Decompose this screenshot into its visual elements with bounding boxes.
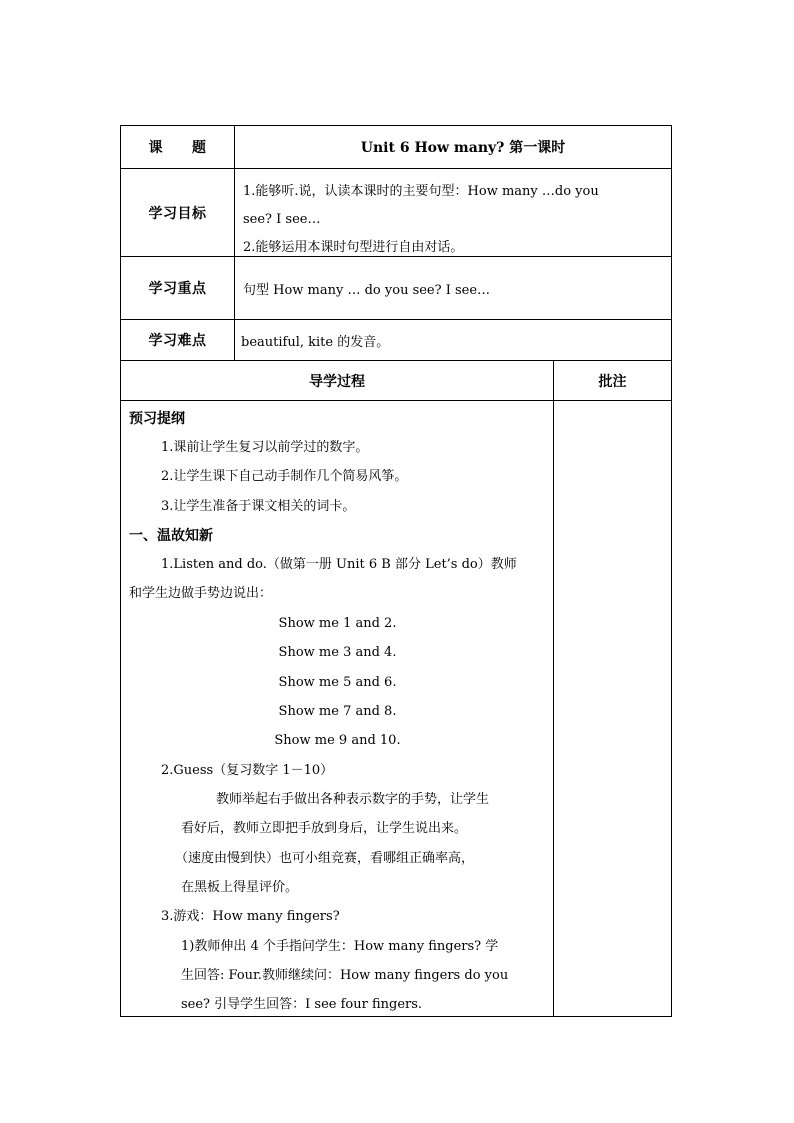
preview-heading: 预习提纲: [129, 411, 185, 427]
goals-label: 学习目标: [121, 169, 235, 256]
item1-line: 和学生边做手势边说出：: [129, 586, 273, 601]
goals-value: [235, 169, 671, 256]
item3-line: 1)教师伸出 4 个手指问学生：How many fingers? 学: [181, 939, 499, 954]
lesson-plan-table: [120, 125, 672, 1017]
item2-line: （速度由慢到快）也可小组竞赛，看哪组正确率高，: [175, 851, 475, 866]
process-header: 导学过程: [121, 361, 554, 400]
process-body: [121, 401, 671, 1016]
show-me-line: Show me 1 and 2.: [278, 616, 397, 631]
preview-item: 1.课前让学生复习以前学过的数字。: [161, 440, 369, 455]
difficulty-label: 学习难点: [121, 320, 235, 360]
item1-line: 1.Listen and do.（做第一册 Unit 6 B 部分 Let’s do）教师: [161, 557, 517, 572]
goals-line: 1.能够听.说，认读本课时的主要句型：How many …do you: [243, 184, 599, 199]
difficulty-row: [121, 320, 671, 361]
goals-row: [121, 169, 671, 257]
item3-title: 3.游戏：How many fingers?: [161, 909, 340, 924]
topic-value: Unit 6 How many? 第一课时: [360, 140, 566, 156]
process-content: [121, 401, 554, 1016]
item2-line: 在黑板上得星评价。: [181, 880, 299, 895]
focus-row: [121, 257, 671, 320]
item2-line: 看好后，教师立即把手放到身后，让学生说出来。: [181, 821, 468, 836]
process-header-row: [121, 361, 671, 401]
item3-line: 生回答: Four.教师继续问：How many fingers do you: [181, 968, 509, 983]
notes-column: [554, 401, 671, 1016]
show-me-line: Show me 9 and 10.: [274, 733, 401, 748]
item2-line: 教师举起右手做出各种表示数字的手势，让学生: [216, 792, 490, 807]
preview-item: 2.让学生课下自己动手制作几个简易风筝。: [161, 469, 408, 484]
topic-label: 课 题: [121, 126, 235, 168]
item3-line: see? 引导学生回答：I see four fingers.: [181, 997, 423, 1012]
focus-value: 句型 How many … do you see? I see…: [243, 282, 491, 298]
notes-header: 批注: [598, 373, 627, 390]
review-heading: 一、温故知新: [129, 528, 213, 544]
item2-title: 2.Guess（复习数字 1－10）: [161, 763, 334, 778]
topic-row: [121, 126, 671, 169]
goals-line: see? I see…: [243, 212, 321, 227]
goals-line: 2.能够运用本课时句型进行自由对话。: [243, 240, 464, 255]
preview-item: 3.让学生准备于课文相关的词卡。: [161, 499, 356, 514]
show-me-line: Show me 3 and 4.: [278, 645, 397, 660]
show-me-line: Show me 7 and 8.: [278, 704, 397, 719]
focus-label: 学习重点: [121, 257, 235, 319]
show-me-line: Show me 5 and 6.: [278, 675, 397, 690]
difficulty-value: beautiful, kite 的发音。: [241, 334, 390, 350]
